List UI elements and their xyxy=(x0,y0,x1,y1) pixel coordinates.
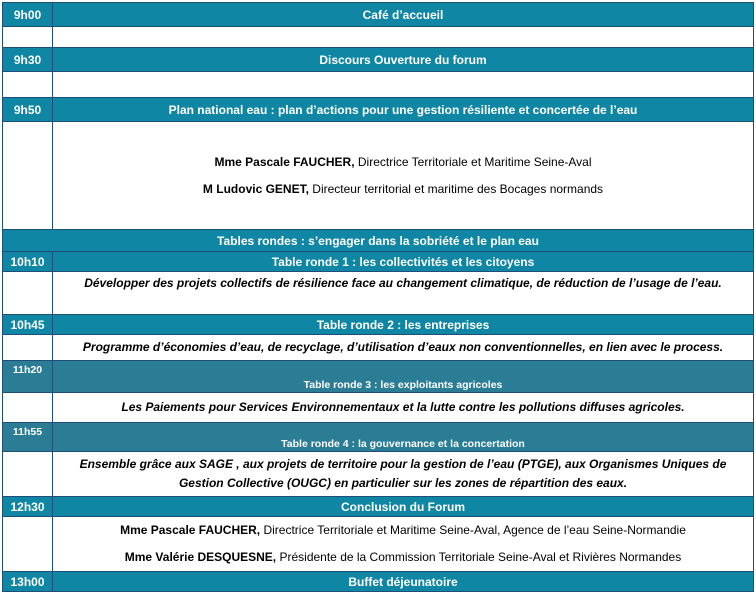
agenda-row-header xyxy=(3,572,754,592)
speaker-name: Mme Valérie DESQUESNE, xyxy=(124,550,277,564)
time-cell: 11h55 xyxy=(3,423,53,452)
speaker-line xyxy=(53,517,753,544)
agenda-row-header xyxy=(3,497,754,517)
agenda-row-content xyxy=(3,517,754,572)
topic-text: Développer des projets collectifs de résilience face au changement climatique, de réduction de l’usage de l’eau. xyxy=(53,272,754,315)
speakers-cell xyxy=(53,122,754,230)
time-cell: 9h00 xyxy=(3,3,53,27)
agenda-row-content xyxy=(3,122,754,230)
speaker-role: Présidente de la Commission Territoriale Seine-Aval et Rivières Normandes xyxy=(276,550,682,564)
speaker-name: Mme Pascale FAUCHER, xyxy=(214,154,355,169)
time-cell: 9h50 xyxy=(3,98,53,122)
session-title: Table ronde 2 : les entreprises xyxy=(53,315,754,335)
agenda-row-header xyxy=(3,98,754,122)
section-header xyxy=(3,230,754,252)
session-title: Table ronde 1 : les collectivités et les citoyens xyxy=(53,252,754,272)
agenda-row-content xyxy=(3,393,754,423)
speaker-role: Directrice Territoriale et Maritime Seine-Aval, Agence de l’eau Seine-Normandie xyxy=(260,523,686,537)
time-cell: 10h45 xyxy=(3,315,53,335)
agenda-row-content xyxy=(3,452,754,497)
time-cell: 9h30 xyxy=(3,48,53,72)
agenda-row-header xyxy=(3,252,754,272)
time-cell: 13h00 xyxy=(3,572,53,592)
agenda-row-spacer xyxy=(3,72,754,98)
session-title: Plan national eau : plan d’actions pour une gestion résiliente et concertée de l’eau xyxy=(53,98,754,122)
agenda-row-header xyxy=(3,315,754,335)
speaker-name: M Ludovic GENET, xyxy=(202,181,309,196)
session-title: Table ronde 4 : la gouvernance et la concertation xyxy=(53,423,754,452)
speaker-name: Mme Pascale FAUCHER, xyxy=(120,523,261,537)
session-title: Discours Ouverture du forum xyxy=(53,48,754,72)
agenda-row-header xyxy=(3,3,754,27)
agenda-table xyxy=(2,2,754,592)
speaker-role: Directrice Territoriale et Maritime Seine-Aval xyxy=(354,154,592,169)
speaker-line xyxy=(53,149,753,176)
agenda-row-header xyxy=(3,48,754,72)
agenda-row-spacer xyxy=(3,27,754,48)
time-cell: 10h10 xyxy=(3,252,53,272)
agenda-row-header xyxy=(3,361,754,393)
topic-text: Programme d’économies d’eau, de recyclage, d’utilisation d’eaux non conventionnelles, en lien avec le process. xyxy=(53,335,754,361)
session-title: Buffet déjeunatoire xyxy=(53,572,754,592)
speaker-line xyxy=(53,176,753,203)
speakers-cell xyxy=(53,517,754,572)
speaker-line xyxy=(53,544,753,571)
topic-text: Les Paiements pour Services Environnementaux et la lutte contre les pollutions diffuses agricoles. xyxy=(53,393,754,423)
time-cell: 11h20 xyxy=(3,361,53,393)
time-cell: 12h30 xyxy=(3,497,53,517)
agenda-row-content xyxy=(3,272,754,315)
topic-text: Ensemble grâce aux SAGE , aux projets de territoire pour la gestion de l’eau (PTGE), aux Organismes Uniques de Gestion Collective (OUGC) en particulier sur les zones de répartition des eaux. xyxy=(53,452,754,497)
agenda-row-header xyxy=(3,423,754,452)
agenda-row-content xyxy=(3,335,754,361)
session-title: Café d’accueil xyxy=(53,3,754,27)
speaker-role: Directeur territorial et maritime des Bocages normands xyxy=(308,181,604,196)
section-title: Tables rondes : s’engager dans la sobriété et le plan eau xyxy=(3,230,754,252)
session-title: Table ronde 3 : les exploitants agricoles xyxy=(53,361,754,393)
session-title: Conclusion du Forum xyxy=(53,497,754,517)
